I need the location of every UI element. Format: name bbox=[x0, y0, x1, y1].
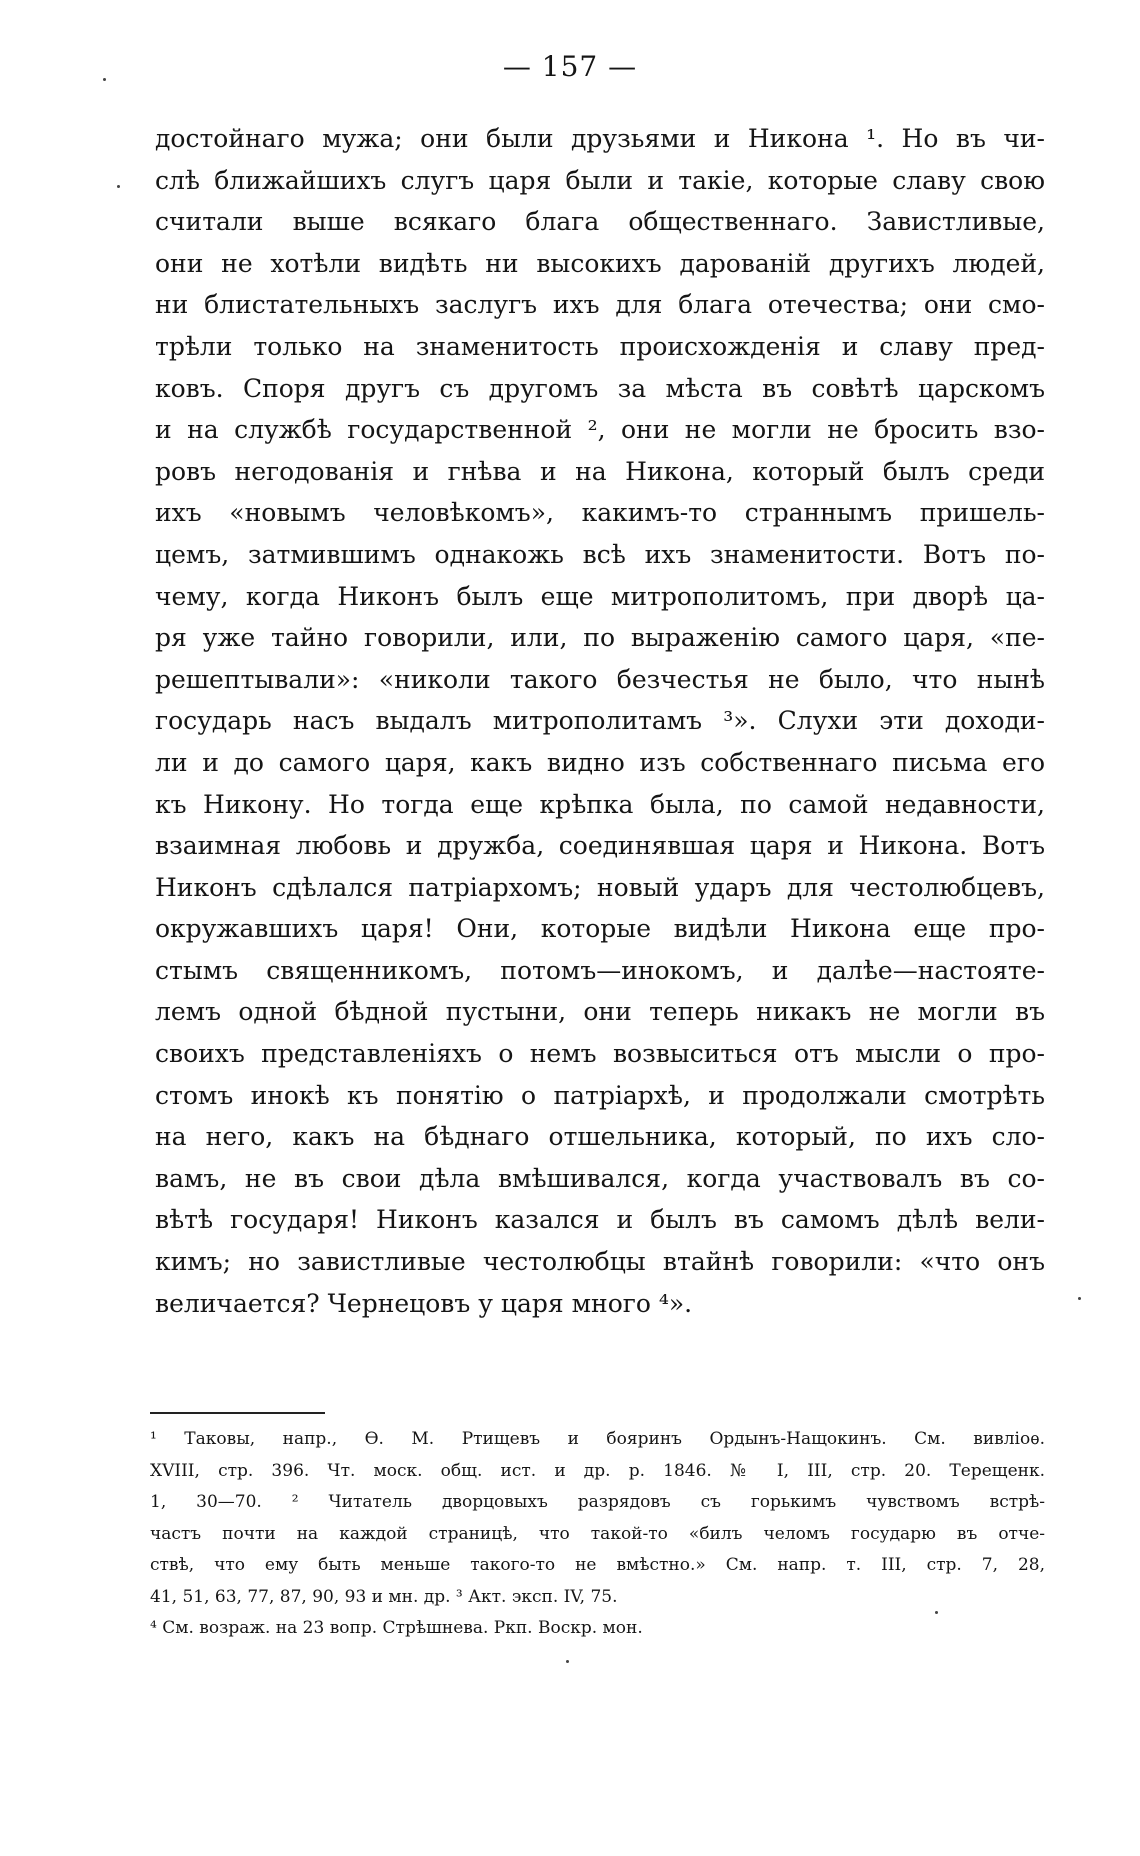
text-line: вѣтѣ государя! Никонъ казался и былъ въ самомъ дѣлѣ вели- bbox=[155, 1205, 1045, 1235]
paper-speck bbox=[566, 1660, 569, 1663]
text-line: кимъ; но завистливые честолюбцы втайнѣ говорили: «что онъ bbox=[155, 1247, 1045, 1277]
text-line: трѣли только на знаменитость происхожденія и славу пред- bbox=[155, 331, 1045, 361]
text-line: цемъ, затмившимъ однакожь всѣ ихъ знаменитости. Вотъ по- bbox=[155, 539, 1045, 569]
paper-speck bbox=[1078, 1297, 1081, 1300]
footnote-line: ⁴ См. возраж. на 23 вопр. Стрѣшнева. Ркп. Воскр. мон. bbox=[150, 1618, 643, 1638]
text-line: стомъ инокѣ къ понятію о патріархѣ, и продолжали смотрѣть bbox=[155, 1080, 1045, 1110]
text-line: ли и до самого царя, какъ видно изъ собственнаго письма его bbox=[155, 747, 1045, 777]
text-line: и на службѣ государственной ², они не могли не бросить взо- bbox=[155, 415, 1045, 445]
text-line: своихъ представленіяхъ о немъ возвыситься отъ мысли о про- bbox=[155, 1039, 1045, 1069]
footnote-line: XVIII, стр. 396. Чт. моск. общ. ист. и др. р. 1846. № I, III, стр. 20. Терещенк. bbox=[150, 1460, 1045, 1481]
footnote-divider bbox=[150, 1412, 325, 1414]
text-line: вамъ, не въ свои дѣла вмѣшивался, когда участвовалъ въ со- bbox=[155, 1163, 1045, 1193]
text-line: окружавшихъ царя! Они, которые видѣли Никона еще про- bbox=[155, 914, 1045, 944]
text-line: слѣ ближайшихъ слугъ царя были и такіе, которые славу свою bbox=[155, 165, 1045, 195]
text-line: решептывали»: «николи такого безчестья не было, что нынѣ bbox=[155, 664, 1045, 694]
text-line: ровъ негодованія и гнѣва и на Никона, который былъ среди bbox=[155, 456, 1045, 486]
text-line: на него, какъ на бѣднаго отшельника, который, по ихъ сло- bbox=[155, 1122, 1045, 1152]
text-line: стымъ священникомъ, потомъ—инокомъ, и далѣе—настояте- bbox=[155, 955, 1045, 985]
footnotes bbox=[150, 1424, 1045, 1645]
text-line: считали выше всякаго блага общественнаго. Завистливые, bbox=[155, 207, 1045, 237]
text-line: ни блистательныхъ заслугъ ихъ для блага отечества; они смо- bbox=[155, 290, 1045, 320]
text-line: государь насъ выдалъ митрополитамъ ³». Слухи эти доходи- bbox=[155, 706, 1045, 736]
footnote-line: ¹ Таковы, напр., Ѳ. М. Ртищевъ и бояринъ Ордынъ-Нащокинъ. См. вивліоѳ. bbox=[150, 1429, 1045, 1449]
text-line: ря уже тайно говорили, или, по выраженію самого царя, «пе- bbox=[155, 623, 1045, 653]
paper-speck bbox=[935, 1611, 938, 1614]
text-line: чему, когда Никонъ былъ еще митрополитомъ, при дворѣ ца- bbox=[155, 581, 1045, 611]
footnote-line: 41, 51, 63, 77, 87, 90, 93 и мн. др. ³ Акт. эксп. IV, 75. bbox=[150, 1586, 618, 1607]
text-line: взаимная любовь и дружба, соединявшая царя и Никона. Вотъ bbox=[155, 831, 1045, 861]
main-text bbox=[155, 118, 1045, 1324]
text-line: они не хотѣли видѣть ни высокихъ дарованій другихъ людей, bbox=[155, 248, 1045, 278]
paper-speck bbox=[117, 185, 120, 188]
text-line: къ Никону. Но тогда еще крѣпка была, по самой недавности, bbox=[155, 789, 1045, 819]
footnote-line: ствѣ, что ему быть меньше такого-то не вмѣстно.» См. напр. т. III, стр. 7, 28, bbox=[150, 1555, 1045, 1575]
text-line: Никонъ сдѣлался патріархомъ; новый ударъ для честолюбцевъ, bbox=[155, 872, 1045, 902]
footnote-line: 1, 30—70. ² Читатель дворцовыхъ разрядовъ съ горькимъ чувствомъ встрѣ- bbox=[150, 1492, 1045, 1512]
footnote-line: частъ почти на каждой страницѣ, что такой-то «билъ челомъ государю въ отче- bbox=[150, 1523, 1045, 1544]
page-number: — 157 — bbox=[502, 50, 638, 83]
text-line: достойнаго мужа; они были друзьями и Никона ¹. Но въ чи- bbox=[155, 124, 1045, 153]
text-line: ихъ «новымъ человѣкомъ», какимъ-то страннымъ пришель- bbox=[155, 498, 1045, 528]
text-line: величается? Чернецовъ у царя много ⁴». bbox=[155, 1288, 693, 1318]
text-line: ковъ. Споря другъ съ другомъ за мѣста въ совѣтѣ царскомъ bbox=[155, 373, 1045, 403]
paper-speck bbox=[103, 78, 106, 81]
text-line: лемъ одной бѣдной пустыни, они теперь никакъ не могли въ bbox=[155, 997, 1045, 1027]
